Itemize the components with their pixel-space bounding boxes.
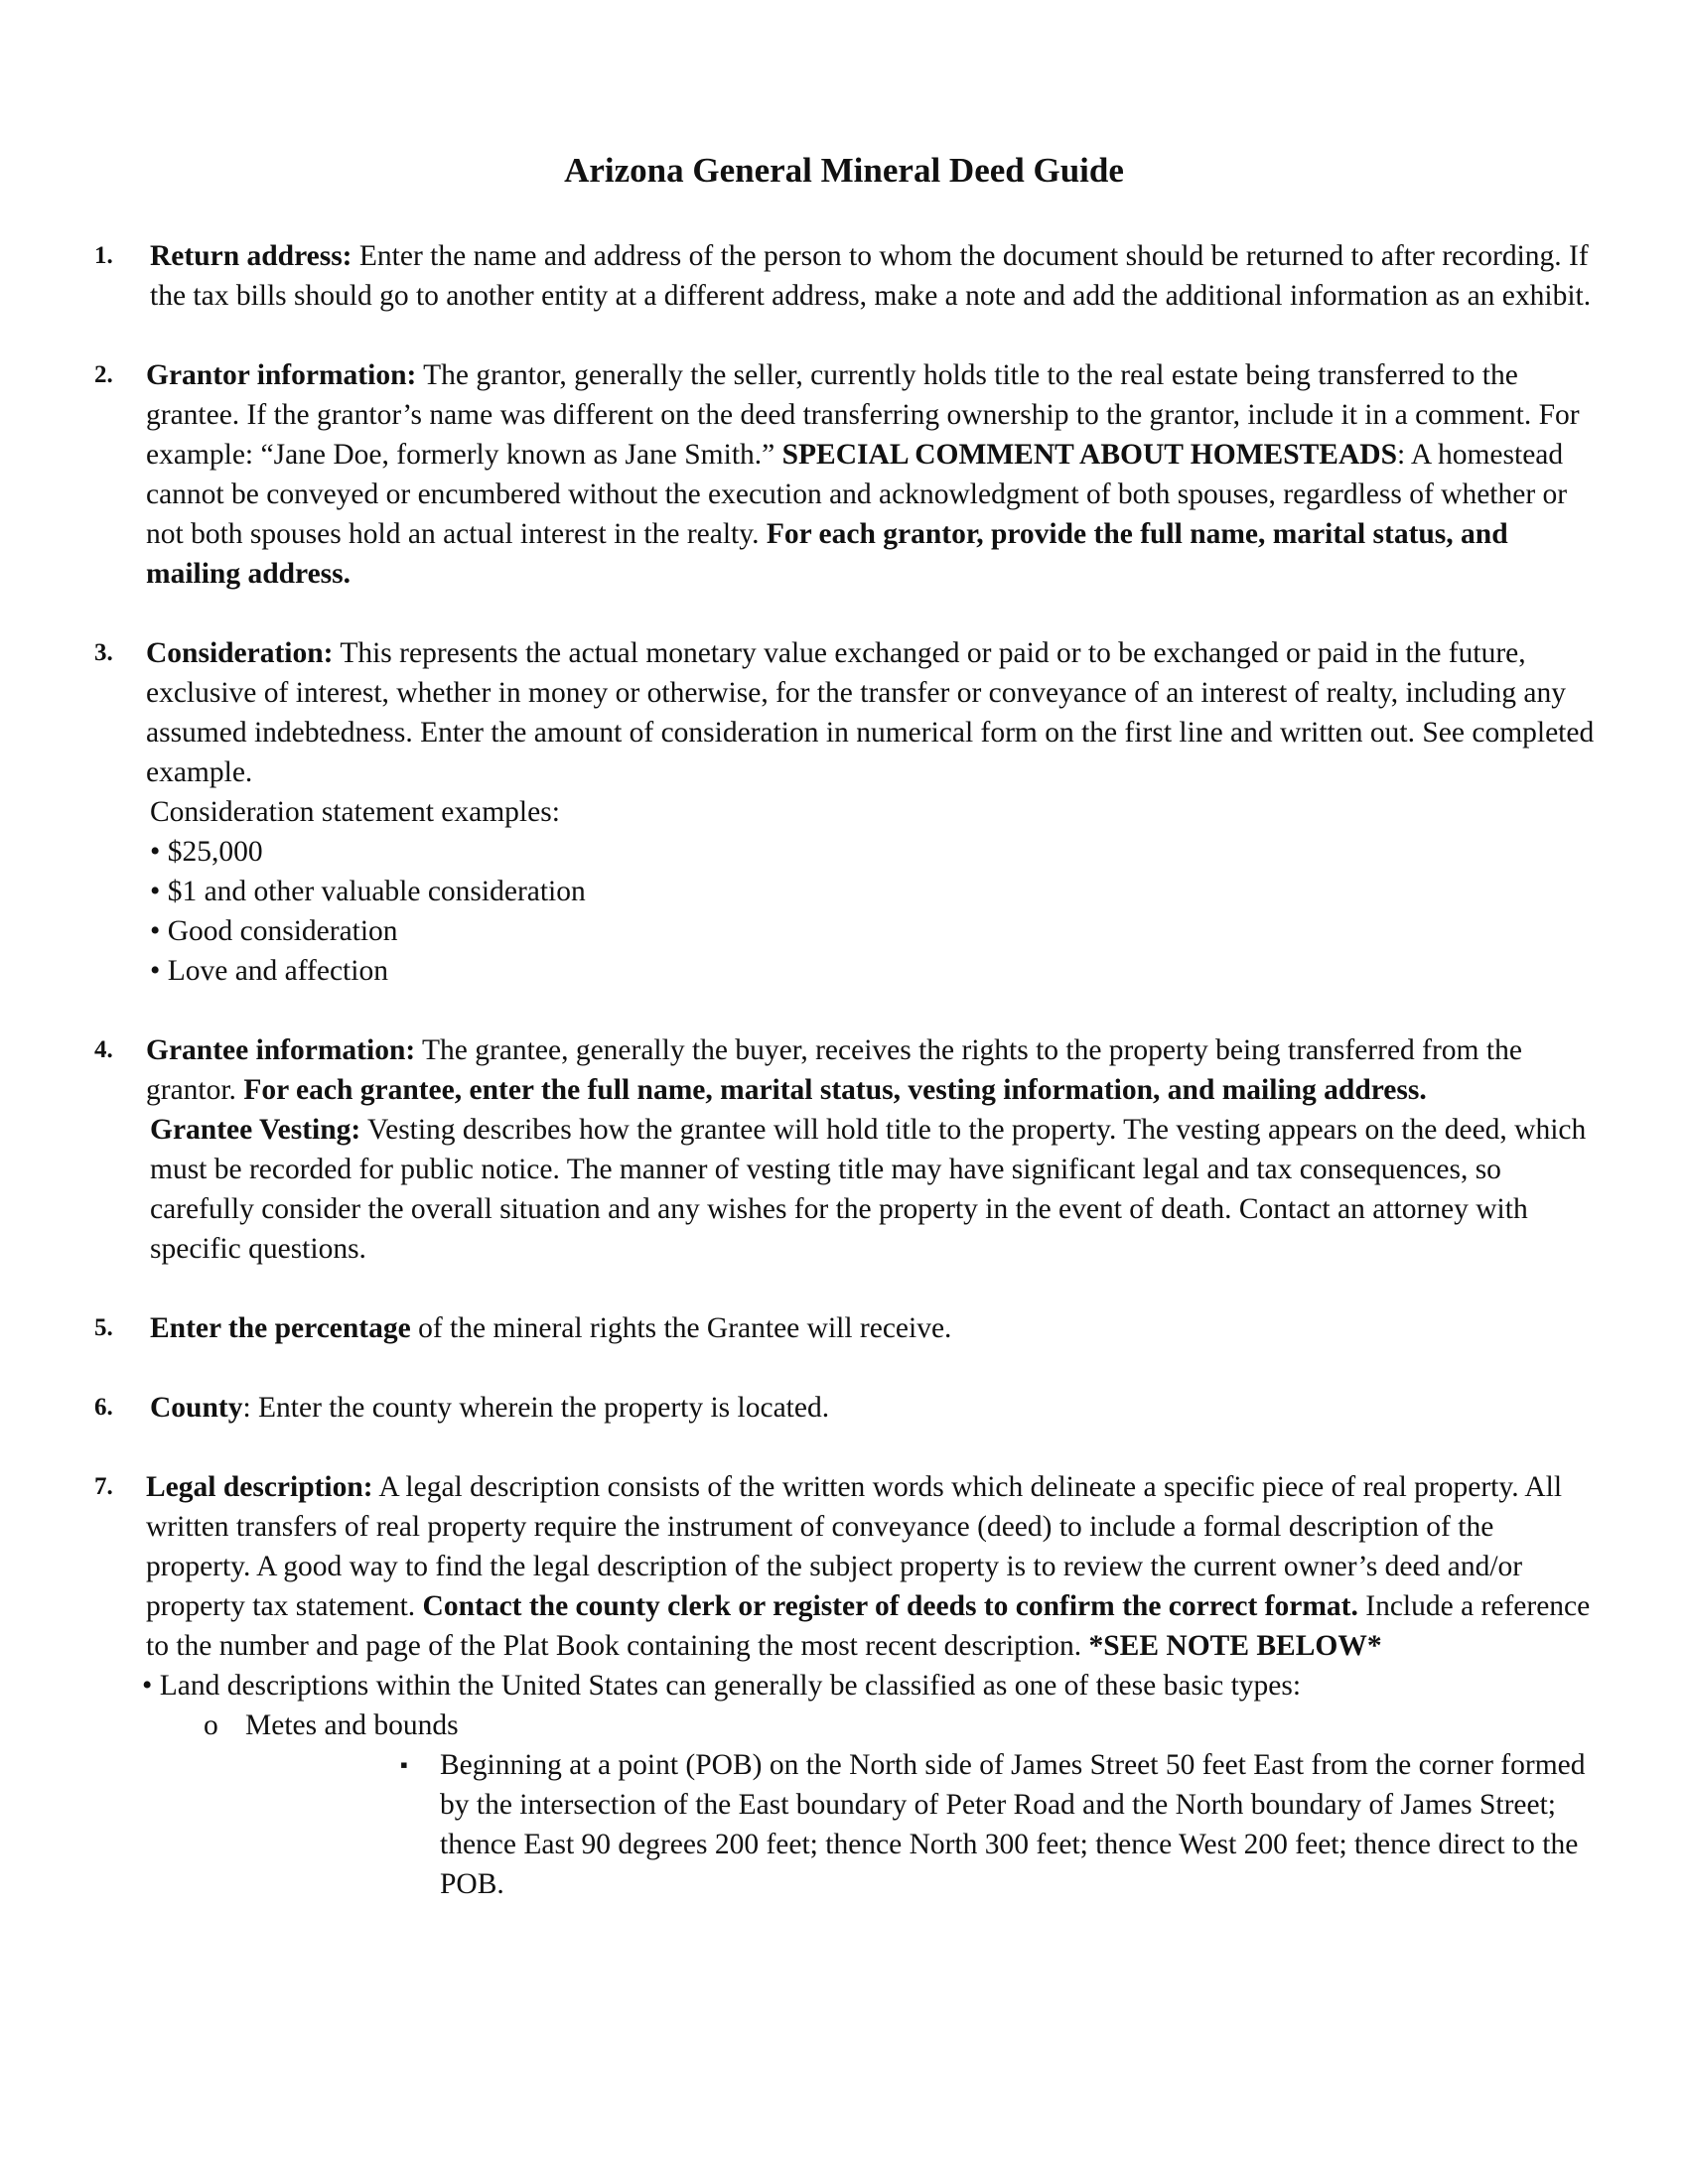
- item-text: of the mineral rights the Grantee will receive.: [410, 1312, 952, 1344]
- list-item: • $1 and other valuable consideration: [150, 876, 586, 907]
- item-paragraph: [146, 1308, 1604, 1348]
- examples-heading: Consideration statement examples:: [150, 796, 560, 828]
- item-label: County: [150, 1392, 243, 1424]
- list-item-county: [94, 1388, 1604, 1428]
- item-text: Include a reference to the number and page of the Plat Book containing the most recent description.: [146, 1590, 1591, 1662]
- item-text: : Enter the county wherein the property is located.: [242, 1392, 830, 1424]
- item-paragraph: [146, 236, 1604, 316]
- metes-and-bounds-item: [146, 1706, 1604, 1745]
- item-paragraph: [146, 1030, 1604, 1110]
- homesteads-heading: SPECIAL COMMENT ABOUT HOMESTEADS: [781, 439, 1397, 471]
- item-label: Grantee information:: [146, 1034, 416, 1066]
- circle-bullet-icon: o: [204, 1709, 218, 1741]
- list-item-consideration: [94, 633, 1604, 991]
- land-types-bullet: • Land descriptions within the United States can generally be classified as one of these basic types:: [142, 1670, 1302, 1702]
- county-clerk-instruction: Contact the county clerk or register of deeds to confirm the correct format.: [422, 1590, 1358, 1622]
- item-paragraph: [146, 1467, 1604, 1666]
- metes-and-bounds-label: Metes and bounds: [245, 1709, 459, 1741]
- list-item: • Love and affection: [150, 955, 388, 987]
- item-paragraph: [146, 355, 1604, 594]
- vesting-paragraph: [146, 1110, 1604, 1269]
- vesting-label: Grantee Vesting:: [150, 1114, 361, 1146]
- item-label: Enter the percentage: [150, 1312, 411, 1344]
- list-item-grantee-information: [94, 1030, 1604, 1269]
- item-number: 5.: [94, 1314, 113, 1341]
- item-label: Return address:: [150, 240, 352, 272]
- item-number: 3.: [94, 639, 113, 666]
- item-text: This represents the actual monetary value exchanged or paid or to be exchanged or paid in the future, exclusive of interest, whether in money or otherwise, for the transfer or conveyance of an interest of realty, including any assumed indebtedness. Enter the amount of consideration in numerical form on the first line and written out. See completed example.: [146, 637, 1595, 788]
- item-number: 4.: [94, 1036, 113, 1063]
- list-item-return-address: [94, 236, 1604, 316]
- item-number: 1.: [94, 242, 113, 269]
- grantee-instruction: For each grantee, enter the full name, marital status, vesting information, and mailing address.: [243, 1074, 1427, 1106]
- square-bullet-icon: ▪: [400, 1752, 408, 1777]
- item-label: Legal description:: [146, 1471, 373, 1503]
- item-paragraph: [146, 633, 1604, 792]
- grantor-instruction: For each grantor, provide the full name, marital status, and mailing address.: [146, 518, 1508, 590]
- item-label: Consideration:: [146, 637, 334, 669]
- instruction-list: [94, 236, 1604, 1944]
- item-paragraph: [146, 1388, 1604, 1428]
- list-item-grantor-information: [94, 355, 1604, 594]
- list-item: • Good consideration: [150, 915, 398, 947]
- vesting-text: Vesting describes how the grantee will hold title to the property. The vesting appears on the deed, which must be recorded for public notice. The manner of vesting title may have significant legal and tax consequences, so carefully consider the overall situation and any wishes for the property in the event of death. Contact an attorney with specific questions.: [150, 1114, 1587, 1265]
- item-number: 7.: [94, 1473, 113, 1500]
- metes-and-bounds-example: [146, 1745, 1604, 1904]
- see-note-below: *SEE NOTE BELOW*: [1088, 1630, 1382, 1662]
- item-text: Enter the name and address of the person to whom the document should be returned to after recording. If the tax bills should go to another entity at a different address, make a note and add the additional information as an exhibit.: [150, 240, 1592, 312]
- consideration-examples: [146, 832, 1604, 991]
- item-number: 6.: [94, 1394, 113, 1421]
- item-label: Grantor information:: [146, 359, 417, 391]
- document-title: Arizona General Mineral Deed Guide: [564, 151, 1124, 190]
- item-text: : A homestead cannot be conveyed or encumbered without the execution and acknowledgment of both spouses, regardless of whether or not both spouses hold an actual interest in the realty.: [146, 439, 1568, 550]
- item-text: The grantee, generally the buyer, receives the rights to the property being transferred from the grantor.: [146, 1034, 1522, 1106]
- list-item: • $25,000: [150, 836, 263, 868]
- item-number: 2.: [94, 361, 113, 388]
- list-item-percentage: [94, 1308, 1604, 1348]
- item-text: The grantor, generally the seller, currently holds title to the real estate being transferred to the grantee. If the grantor’s name was different on the deed transferring ownership to the grantor, include it in a comment. For example: “Jane Doe, formerly known as Jane Smith.”: [146, 359, 1580, 471]
- list-item-legal-description: [94, 1467, 1604, 1904]
- example-text: Beginning at a point (POB) on the North side of James Street 50 feet East from the corner formed by the intersection of the East boundary of Peter Road and the North boundary of James Street; thence East 90 degrees 200 feet; thence North 300 feet; thence West 200 feet; thence direct to the POB.: [440, 1749, 1586, 1900]
- item-text: A legal description consists of the written words which delineate a specific piece of real property. All written transfers of real property require the instrument of conveyance (deed) to include a formal description of the property. A good way to find the legal description of the subject property is to review the current owner’s deed and/or property tax statement.: [146, 1471, 1563, 1622]
